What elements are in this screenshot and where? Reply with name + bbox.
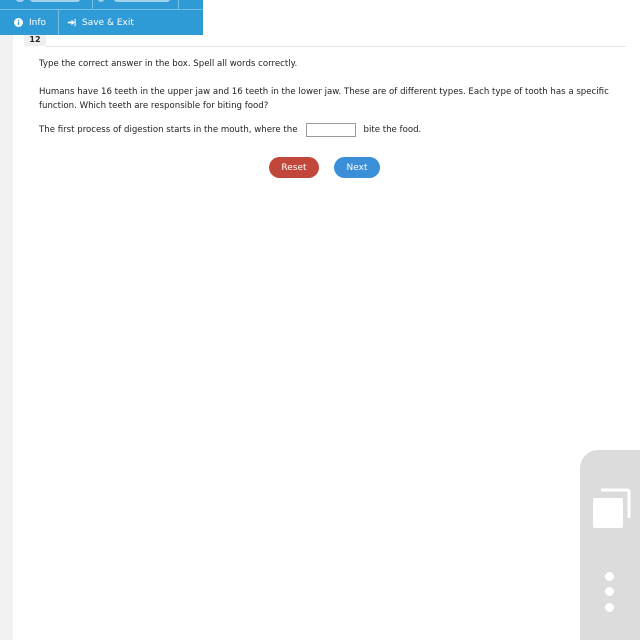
more-options-icon[interactable] — [603, 570, 615, 614]
toolbar-top-segment[interactable] — [0, 0, 93, 9]
answer-input[interactable] — [306, 123, 356, 137]
toolbar-top-segment[interactable] — [92, 0, 179, 9]
question-number: 12 — [24, 32, 46, 46]
toolbar-label-stub — [114, 0, 170, 2]
toolbar-icon-stub — [98, 0, 104, 2]
toolbar-icon-stub — [16, 0, 24, 2]
sentence-after-text: bite the food. — [363, 125, 422, 135]
toolbar-label-stub — [30, 0, 80, 2]
question-paragraph: Humans have 16 teeth in the upper jaw and 16 teeth in the lower jaw. These are of different types. Each type of tooth has a specific function. Which teeth are responsible for biting food? — [39, 87, 609, 111]
sentence-before-text: The first process of digestion starts in the mouth, where the — [39, 125, 298, 135]
dot — [605, 587, 614, 596]
sign-out-icon — [67, 18, 76, 27]
fill-in-sentence — [39, 122, 421, 138]
reset-button[interactable]: Reset — [269, 157, 319, 178]
info-button[interactable] — [14, 10, 46, 35]
copy-icon[interactable] — [591, 488, 631, 530]
header-divider — [46, 46, 626, 47]
instruction-text: Type the correct answer in the box. Spell all words correctly. — [39, 59, 298, 69]
info-icon — [14, 18, 23, 27]
info-label: Info — [29, 17, 47, 28]
save-exit-button[interactable] — [58, 10, 134, 35]
dot — [605, 572, 614, 581]
top-toolbar — [0, 0, 203, 35]
next-button[interactable]: Next — [334, 157, 380, 178]
toolbar-top-row — [0, 0, 203, 10]
save-exit-label: Save & Exit — [82, 17, 134, 28]
side-tools-panel — [580, 450, 640, 640]
dot — [605, 603, 614, 612]
